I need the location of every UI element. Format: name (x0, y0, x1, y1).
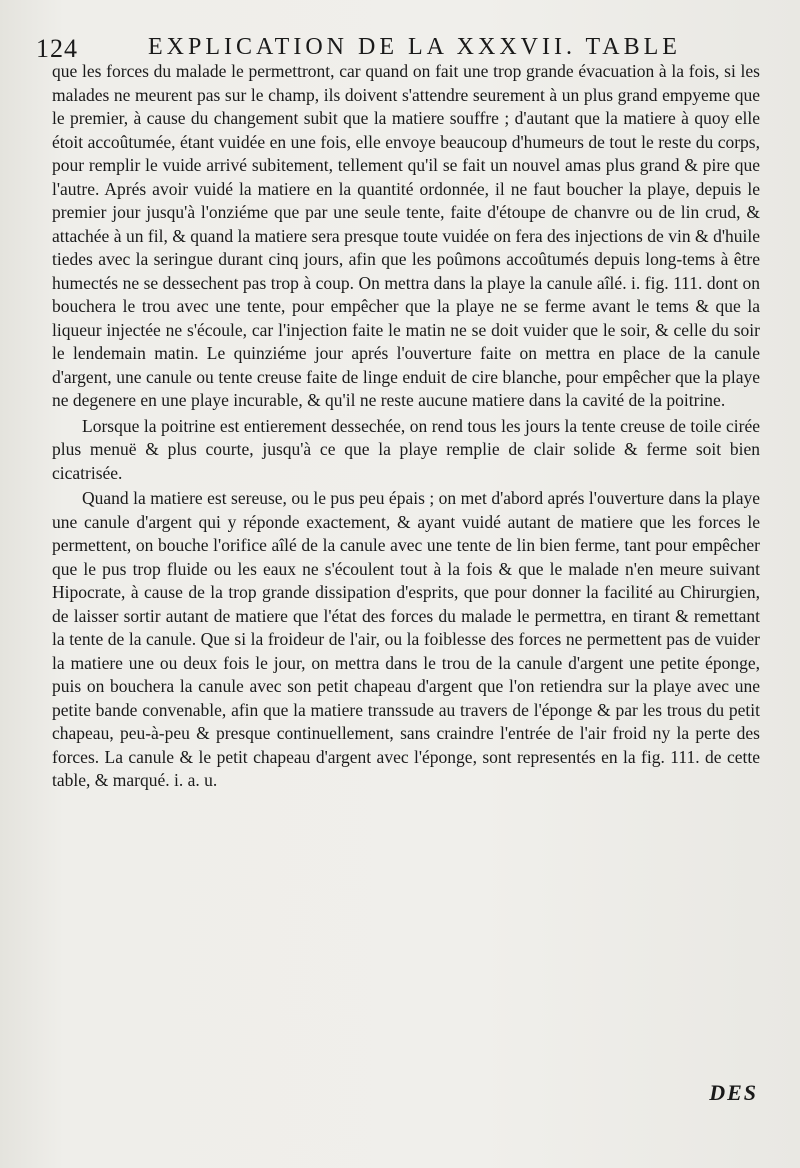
running-head (36, 30, 776, 64)
catchword: DES (709, 1080, 758, 1105)
page-number: 124 (36, 34, 78, 63)
running-title: EXPLICATION DE LA XXXVII. TABLE (148, 34, 681, 60)
body-text (52, 60, 760, 793)
show-through-texture (70, 940, 760, 967)
paragraph-2: Lorsque la poitrine est entierement dessechée, on rend tous les jours la tente creuse de toile cirée plus menuë & plus courte, jusqu'à ce que la playe remplie de clair solide & ferme soit bien cicatrisée. (52, 415, 760, 483)
paragraph-3: Quand la matiere est sereuse, ou le pus peu épais ; on met d'abord aprés l'ouverture dans la playe une canule d'argent qui y réponde exactement, & ayant vuidé autant de matiere que les forces le permettent, on bouche l'orifice aîlé de la canule avec une tente de lin bien ferme, tant pour empêcher que le pus trop fluide ou les eaux ne s'écoulent tout à la fois & que le malade n'en meure suivant Hipocrate, à cause de la trop grande dissipation d'esprits, que pour donner la facilité au Chirurgien, de laisser sortir autant de matiere que l'état des forces du malade le permettra, en tirant & remettant la tente de la canule. Que si la froideur de l'air, ou la foiblesse des forces ne permettent pas de vuider la matiere une ou deux fois le jour, on mettra dans le trou de la canule d'argent une petite éponge, puis on bouchera la canule avec son petit chapeau d'argent que l'on retiendra sur la playe avec une petite bande convenable, afin que la matiere transsude au travers de l'éponge & par les trous du petit chapeau, peu-à-peu & presque continuellement, sans craindre l'entrée de l'air froid ny la perte des forces. La canule & le petit chapeau d'argent avec l'éponge, sont representés en la fig. 111. de cette table, & marqué. i. a. u. (52, 488, 760, 790)
paragraph-1: que les forces du malade le permettront, car quand on fait une trop grande évacuation à la fois, si les malades ne meurent pas sur le champ, ils doivent s'attendre seurement à un plus grand empyeme que le premier, à cause du changement subit que la matiere souffre ; d'autant que la matiere à quoy elle étoit accoûtumée, étant vuidée en une fois, elle envoye beaucoup d'humeurs de tout le reste du corps, pour remplir le vuide arrivé subitement, tellement qu'il se fait un nouvel amas plus grand & pire que l'autre. Aprés avoir vuidé la matiere en la quantité ordonnée, il ne faut boucher la playe, depuis le premier jour jusqu'à l'onziéme que par une seule tente, faite d'étoupe de chanvre ou de lin crud, & attachée à un fil, & quand la matiere sera presque toute vuidée on fera des injections de vin & d'huile tiedes avec la seringue durant cinq jours, afin que les poûmons accoûtumés depuis long-tems à être humectés ne se dessechent pas trop à coup. On mettra dans la playe la canule aîlé. i. fig. 111. dont on bouchera le trou avec une tente, pour empêcher que la playe ne se ferme avant le tems & que la liqueur injectée ne s'écoule, car l'injection faite le matin ne se doit vuider que le soir, & celle du soir le lendemain matin. Le quinziéme jour aprés l'ouverture faite on mettra en place de la canule d'argent, une canule ou tente creuse faite de linge enduit de cire blanche, pour empêcher que la playe ne degenere en une playe incurable, & qu'il ne reste aucune matiere dans la cavité de la poitrine. (52, 61, 760, 410)
